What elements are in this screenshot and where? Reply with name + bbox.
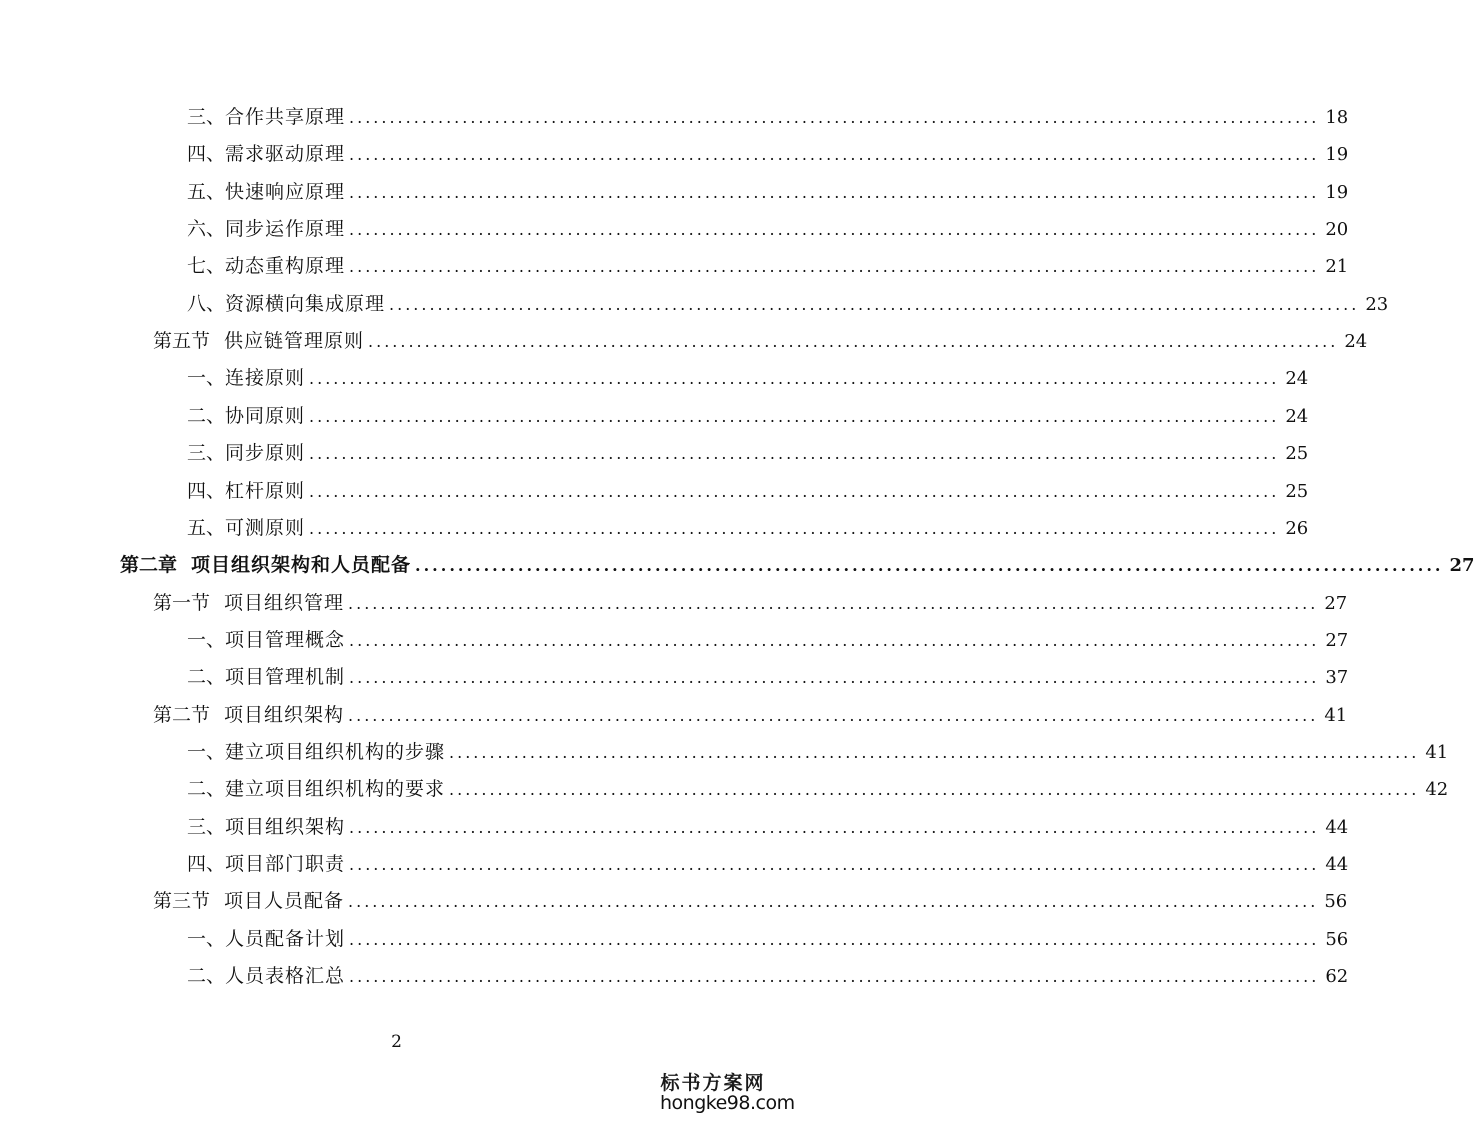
toc-entry-title: 同步原则 (225, 442, 306, 465)
toc-entry[interactable] (187, 174, 1349, 211)
toc-entry-page: 21 (1325, 256, 1349, 278)
toc-entry[interactable] (187, 435, 1309, 472)
toc-entry[interactable] (120, 547, 1475, 584)
toc-entry-title: 合作共享原理 (225, 106, 346, 128)
toc-entry-title: 杠杆原则 (225, 479, 306, 502)
toc-leader-dots: ........................................................................................................................ (348, 593, 1319, 613)
toc-entry-title: 建立项目组织机构的步骤 (225, 740, 446, 763)
toc-entry-number: 第一节 (153, 591, 211, 614)
toc-entry-number: 三、 (187, 106, 226, 128)
toc-entry-page: 41 (1324, 704, 1348, 726)
toc-entry-title: 协同原则 (225, 404, 306, 427)
watermark-url: hongke98.com (660, 1092, 795, 1114)
toc-leader-dots: ........................................................................................................................ (349, 220, 1320, 240)
toc-entry[interactable] (187, 734, 1449, 771)
toc-entry[interactable] (187, 958, 1349, 995)
toc-entry-title: 项目管理机制 (225, 666, 346, 689)
toc-entry-number: 八、 (187, 292, 226, 315)
toc-entry-number: 一、 (187, 740, 226, 763)
toc-entry[interactable] (187, 846, 1349, 883)
toc-leader-dots: ........................................................................................................................ (349, 855, 1320, 874)
toc-entry[interactable] (153, 585, 1348, 622)
toc-leader-dots: ........................................................................................................................ (349, 668, 1320, 688)
toc-entry-number: 第五节 (153, 330, 211, 353)
toc-entry[interactable] (187, 473, 1309, 510)
toc-entry[interactable] (153, 883, 1348, 920)
toc-leader-dots: ........................................................................................................................ (349, 817, 1320, 837)
toc-entry-number: 四、 (187, 853, 226, 875)
toc-entry-title: 人员配备计划 (225, 927, 346, 950)
toc-entry-page: 25 (1285, 443, 1309, 465)
toc-leader-dots: ........................................................................................................................ (349, 630, 1320, 650)
toc-leader-dots: ........................................................................................................................ (449, 780, 1420, 800)
page-number: 2 (391, 1032, 402, 1052)
toc-leader-dots: ........................................................................................................................ (349, 145, 1320, 165)
toc-leader-dots: ........................................................................................................................ (349, 182, 1320, 202)
toc-entry-number: 第二章 (120, 554, 178, 577)
toc-leader-dots: ........................................................................................................................ (309, 444, 1280, 464)
toc-leader-dots: ........................................................................................................................ (348, 892, 1319, 912)
toc-entry-title: 项目部门职责 (225, 853, 346, 875)
toc-entry-number: 七、 (187, 255, 226, 278)
toc-entry[interactable] (187, 771, 1449, 808)
toc-entry[interactable] (153, 697, 1348, 734)
toc-entry[interactable] (187, 510, 1309, 547)
toc-entry-number: 第三节 (153, 890, 211, 913)
toc-entry-title: 项目组织管理 (224, 591, 345, 614)
toc-entry-number: 一、 (187, 927, 226, 950)
toc-entry-title: 建立项目组织机构的要求 (225, 778, 446, 801)
toc-entry-number: 三、 (187, 442, 226, 465)
toc-leader-dots: ........................................................................................................................ (309, 518, 1280, 538)
toc-entry-page: 42 (1425, 779, 1449, 801)
toc-leader-dots: ........................................................................................................................ (389, 294, 1360, 314)
toc-entry[interactable] (187, 99, 1349, 136)
toc-leader-dots: ........................................................................................................................ (349, 108, 1320, 127)
toc-leader-dots: ........................................................................................................................ (309, 406, 1280, 426)
toc-leader-dots: ........................................................................................................................ (449, 742, 1420, 762)
toc-leader-dots: ........................................................................................................................ (309, 481, 1280, 501)
toc-entry[interactable] (187, 809, 1349, 846)
toc-entry-title: 动态重构原理 (225, 255, 346, 278)
toc-entry-page: 44 (1325, 854, 1349, 875)
toc-entry-number: 四、 (187, 479, 226, 502)
toc-leader-dots: ........................................................................................................................ (349, 929, 1320, 949)
toc-entry-title: 需求驱动原理 (225, 143, 346, 166)
toc-leader-dots: ........................................................................................................................ (309, 369, 1280, 389)
toc-entry-number: 第二节 (153, 703, 211, 726)
toc-entry-page: 44 (1325, 816, 1349, 838)
toc-entry-title: 项目人员配备 (224, 890, 345, 913)
toc-entry-title: 项目组织架构 (225, 815, 346, 838)
toc-entry[interactable] (187, 921, 1349, 958)
toc-entry[interactable] (187, 659, 1349, 696)
toc-entry-title: 人员表格汇总 (225, 965, 346, 988)
toc-entry-number: 六、 (187, 218, 226, 241)
toc-entry-page: 62 (1325, 966, 1349, 988)
toc-entry-page: 26 (1285, 517, 1309, 539)
toc-entry-page: 19 (1325, 181, 1349, 203)
toc-leader-dots: ........................................................................................................................ (368, 332, 1339, 352)
toc-entry-title: 项目管理概念 (225, 628, 346, 651)
toc-entry[interactable] (187, 136, 1349, 173)
toc-entry-page: 23 (1365, 293, 1389, 315)
toc-entry[interactable] (153, 323, 1368, 360)
toc-entry-page: 19 (1325, 144, 1349, 166)
toc-leader-dots: ........................................................................................................................ (349, 257, 1320, 277)
toc-entry-page: 20 (1325, 219, 1349, 241)
toc-entry[interactable] (187, 622, 1349, 659)
toc-entry-title: 项目组织架构 (224, 703, 345, 726)
toc-entry-page: 25 (1285, 480, 1309, 502)
toc-entry-number: 二、 (187, 778, 226, 801)
toc-entry-title: 供应链管理原则 (224, 330, 365, 353)
toc-entry-page: 24 (1285, 368, 1309, 390)
toc-leader-dots: ........................................................................................................................ (415, 556, 1444, 576)
toc-leader-dots: ........................................................................................................................ (348, 705, 1319, 725)
toc-entry-number: 二、 (187, 965, 226, 988)
toc-entry-page: 56 (1325, 928, 1349, 950)
toc-entry-number: 一、 (187, 367, 226, 390)
toc-entry-title: 资源横向集成原理 (225, 292, 386, 315)
toc-entry-number: 四、 (187, 143, 226, 166)
toc-entry[interactable] (187, 398, 1309, 435)
toc-entry-page: 27 (1325, 629, 1349, 651)
toc-entry-number: 五、 (187, 516, 226, 539)
toc-entry-title: 连接原则 (225, 367, 306, 390)
toc-entry-page: 41 (1425, 741, 1449, 763)
toc-entry[interactable] (187, 286, 1389, 323)
toc-entry-page: 27 (1324, 592, 1348, 614)
toc-entry-title: 可测原则 (225, 516, 306, 539)
toc-entry-number: 二、 (187, 666, 226, 689)
watermark-site-name: 标书方案网 (660, 1072, 766, 1094)
toc-entry-page: 18 (1325, 107, 1349, 128)
toc-entry-number: 一、 (187, 628, 226, 651)
toc-entry-number: 五、 (187, 180, 226, 203)
toc-leader-dots: ........................................................................................................................ (349, 967, 1320, 987)
toc-entry-page: 24 (1344, 331, 1368, 353)
toc-entry-title: 快速响应原理 (225, 180, 346, 203)
toc-entry[interactable] (187, 248, 1349, 285)
toc-entry-page: 24 (1285, 405, 1309, 427)
toc-entry-title: 同步运作原理 (225, 218, 346, 241)
toc-entry-number: 二、 (187, 404, 226, 427)
toc-entry-page: 37 (1325, 667, 1349, 689)
toc-entry-page: 27 (1449, 555, 1475, 577)
toc-entry[interactable] (187, 211, 1349, 248)
toc-entry-number: 三、 (187, 815, 226, 838)
toc-entry-title: 项目组织架构和人员配备 (191, 554, 412, 577)
toc-entry-page: 56 (1324, 891, 1348, 913)
toc-entry[interactable] (187, 360, 1309, 397)
